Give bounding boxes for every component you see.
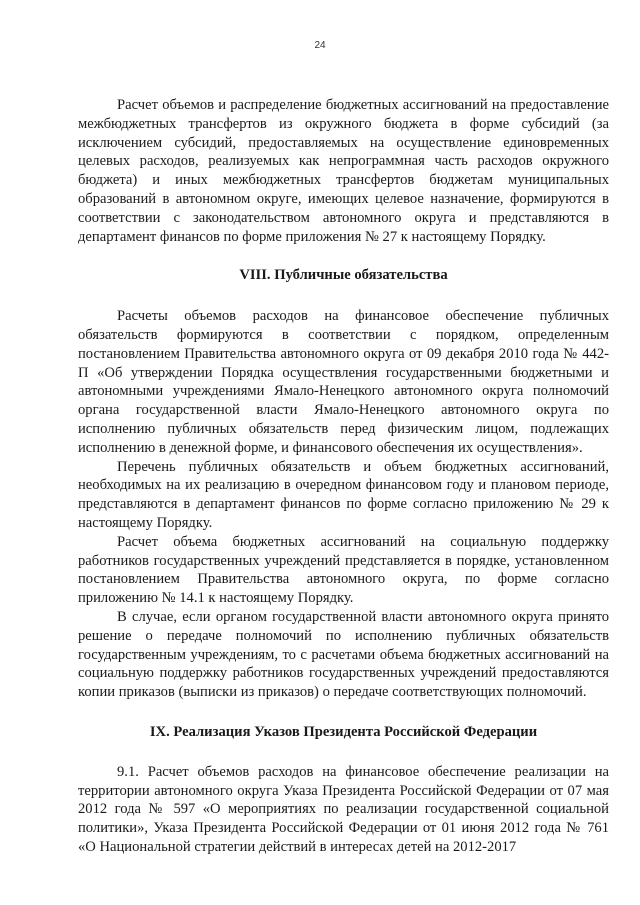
- section-heading-ix: IX. Реализация Указов Президента Российской Федерации: [149, 723, 538, 740]
- page-number: 24: [314, 40, 326, 51]
- section-heading-viii: VIII. Публичные обязательства: [239, 267, 448, 284]
- paragraph: Перечень публичных обязательств и объем бюджетных ассигнований, необходимых на их реализацию в очередном финансовом году и плановом периоде, представляются в департамент финансов по форме согласно приложению № 29 к настоящему Порядку.: [78, 458, 609, 531]
- paragraph: Расчет объемов и распределение бюджетных ассигнований на предоставление межбюджетных трансфертов из окружного бюджета в форме субсидий (за исключением субсидий, предоставляемых на осуществление единовременных целевых расходов, реализуемых как непрограммная часть расходов окружного бюджета) и иных межбюджетных трансфертов бюджетам муниципальных образований в автономном округе, имеющих целевое назначение, формируются в соответствии с законодательством автономного округа и представляются в департамент финансов по форме приложения № 27 к настоящему Порядку.: [78, 97, 609, 245]
- paragraph: 9.1. Расчет объемов расходов на финансовое обеспечение реализации на территории автономного округа Указа Президента Российской Федерации от 07 мая 2012 года № 597 «О мероприятиях по реализации государственной социальной политики», Указа Президента Российской Федерации от 01 июня 2012 года № 761 «О Национальной стратегии действий в интересах детей на 2012-2017: [78, 763, 609, 855]
- paragraph: В случае, если органом государственной власти автономного округа принято решение о передаче полномочий по исполнению публичных обязательств государственным учреждениям, то с расчетами объема бюджетных ассигнований на социальную поддержку работников государственных учреждений предоставляются копии приказов (выписки из приказов) о передаче соответствующих полномочий.: [78, 608, 609, 701]
- paragraph: Расчеты объемов расходов на финансовое обеспечение публичных обязательств формируются в соответствии с порядком, определенным постановлением Правительства автономного округа от 09 декабря 2010 года № 442-П «Об утверждении Порядка осуществления государственными бюджетными и автономными учреждениями Ямало-Ненецкого автономного округа полномочий органа государственной власти Ямало-Ненецкого автономного округа по исполнению публичных обязательств перед физическим лицом, подлежащих исполнению в денежной форме, и финансового обеспечения их осуществления».: [78, 308, 609, 456]
- document-body: [78, 96, 609, 857]
- paragraph: Расчет объема бюджетных ассигнований на социальную поддержку работников государственных учреждений представляется в порядке, установленном постановлением Правительства автономного округа, по форме согласно приложению № 14.1 к настоящему Порядку.: [78, 533, 609, 607]
